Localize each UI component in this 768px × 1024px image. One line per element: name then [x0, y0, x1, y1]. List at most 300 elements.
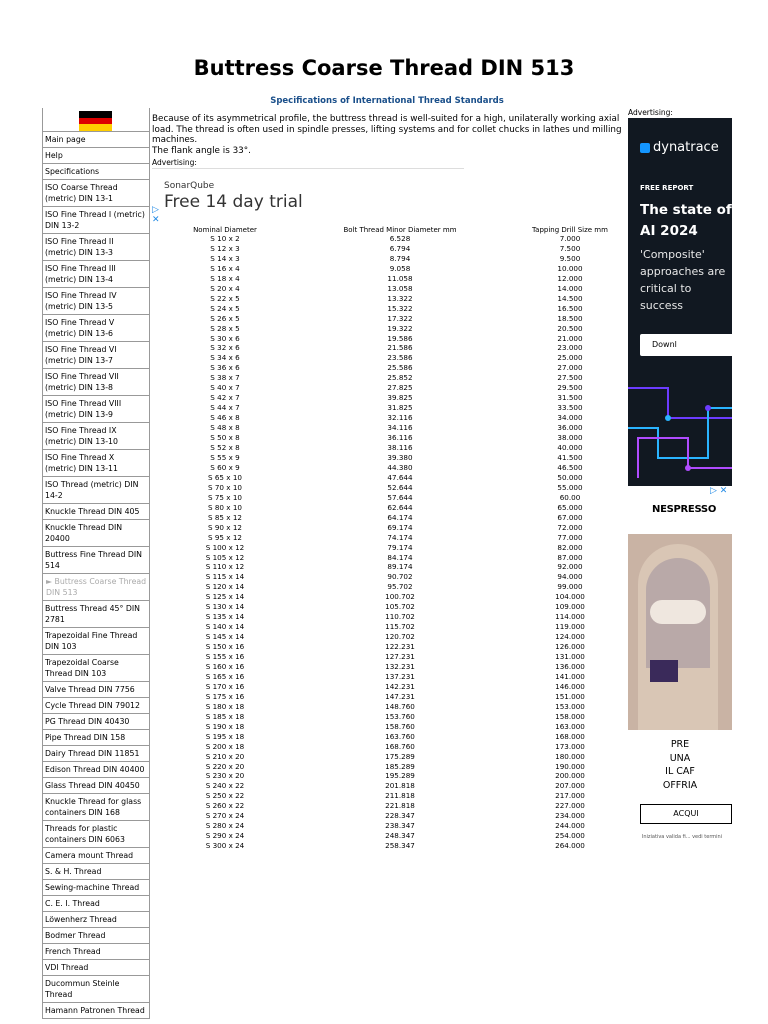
table-row	[160, 682, 630, 692]
table-cell: 84.174	[387, 552, 413, 562]
table-cell: S 230 x 20	[205, 771, 245, 781]
table-cell: 200.000	[555, 771, 585, 781]
page-subtitle[interactable]: Specifications of International Thread Standards	[270, 96, 504, 106]
table-row	[160, 433, 630, 443]
sidebar-item[interactable]: Trapezoidal Coarse Thread DIN 103	[43, 655, 149, 682]
sidebar-item[interactable]: Löwenherz Thread	[43, 912, 149, 928]
table-cell: 40.000	[557, 443, 583, 453]
table-row	[160, 413, 630, 423]
table-header-row	[160, 226, 630, 234]
table-cell: 258.347	[385, 841, 415, 851]
table-cell: S 26 x 5	[210, 313, 240, 323]
sidebar-item[interactable]: Knuckle Thread DIN 20400	[43, 520, 149, 547]
sidebar-item[interactable]: ISO Fine Thread V (metric) DIN 13-6	[43, 315, 149, 342]
table-cell: 47.644	[387, 472, 413, 482]
table-cell: 185.289	[385, 761, 415, 771]
sidebar-item[interactable]: ISO Fine Thread III (metric) DIN 13-4	[43, 261, 149, 288]
table-cell: 67.000	[557, 512, 583, 522]
table-cell: 74.174	[387, 532, 413, 542]
table-cell: 234.000	[555, 811, 585, 821]
table-row	[160, 553, 630, 563]
table-cell: 36.116	[387, 433, 413, 443]
table-cell: 34.116	[387, 423, 413, 433]
table-cell: S 24 x 5	[210, 303, 240, 313]
sidebar-item[interactable]: ISO Fine Thread IV (metric) DIN 13-5	[43, 288, 149, 315]
table-cell: 211.818	[385, 791, 415, 801]
table-row	[160, 762, 630, 772]
table-cell: 100.702	[385, 592, 415, 602]
table-cell: 50.000	[557, 472, 583, 482]
table-cell: 9.500	[559, 253, 581, 263]
table-cell: S 14 x 3	[210, 253, 240, 263]
table-row	[160, 811, 630, 821]
sidebar-item[interactable]: Main page	[43, 132, 149, 148]
table-cell: S 70 x 10	[208, 482, 242, 492]
table-cell: S 40 x 7	[210, 383, 240, 393]
table-cell: S 38 x 7	[210, 373, 240, 383]
table-cell: S 28 x 5	[210, 323, 240, 333]
table-row	[160, 244, 630, 254]
table-cell: 79.174	[387, 542, 413, 552]
table-cell: 38.000	[557, 433, 583, 443]
table-cell: 23.000	[557, 343, 583, 353]
table-cell: S 240 x 22	[205, 781, 245, 791]
table-cell: 41.500	[557, 452, 583, 462]
table-cell: 163.760	[385, 731, 415, 741]
table-row	[160, 702, 630, 712]
sidebar-item[interactable]: ► Buttress Coarse Thread DIN 513	[43, 574, 149, 601]
table-cell: S 22 x 5	[210, 293, 240, 303]
table-cell: S 100 x 12	[205, 542, 245, 552]
sidebar-item[interactable]: Specifications	[43, 164, 149, 180]
table-cell: 126.000	[555, 642, 585, 652]
nespresso-fine-print: Iniziativa valida fi... vedi termini	[641, 834, 723, 840]
table-row	[160, 493, 630, 503]
table-row	[160, 393, 630, 403]
table-cell: 146.000	[555, 681, 585, 691]
table-cell: 227.000	[555, 801, 585, 811]
sidebar-item[interactable]: PG Thread DIN 40430	[43, 714, 149, 730]
dynatrace-ad[interactable]	[628, 118, 732, 486]
table-cell: 11.058	[387, 273, 413, 283]
table-cell: S 60 x 9	[210, 462, 240, 472]
table-cell: 62.644	[387, 502, 413, 512]
table-row	[160, 771, 630, 781]
table-cell: 90.702	[387, 572, 413, 582]
sidebar-item[interactable]: ISO Fine Thread VIII (metric) DIN 13-9	[43, 396, 149, 423]
sidebar-item[interactable]: Glass Thread DIN 40450	[43, 778, 149, 794]
table-cell: 137.231	[385, 671, 415, 681]
sidebar-item[interactable]: S. & H. Thread	[43, 864, 149, 880]
sidebar-item[interactable]: ISO Fine Thread X (metric) DIN 13-11	[43, 450, 149, 477]
intro-text	[152, 114, 622, 156]
table-cell: S 125 x 14	[205, 592, 245, 602]
table-cell: 31.500	[557, 393, 583, 403]
table-cell: 52.644	[387, 482, 413, 492]
dynatrace-body: 'Composite' approaches are critical to success	[640, 248, 726, 312]
table-cell: S 90 x 12	[208, 522, 242, 532]
table-cell: 7.500	[559, 243, 581, 253]
col-nominal-diameter: Nominal Diameter	[193, 226, 257, 234]
table-row	[160, 453, 630, 463]
table-cell: S 65 x 10	[208, 472, 242, 482]
table-cell: 64.174	[387, 512, 413, 522]
advertising-label: Advertising:	[152, 158, 197, 167]
sidebar-item[interactable]: ISO Coarse Thread (metric) DIN 13-1	[43, 180, 149, 207]
table-cell: 109.000	[555, 602, 585, 612]
table-cell: 158.000	[555, 711, 585, 721]
sidebar-item[interactable]: Bodmer Thread	[43, 928, 149, 944]
sidebar-item[interactable]: C. E. I. Thread	[43, 896, 149, 912]
table-cell: S 80 x 10	[208, 502, 242, 512]
table-cell: 27.825	[387, 383, 413, 393]
table-row	[160, 742, 630, 752]
table-cell: 114.000	[555, 612, 585, 622]
adchoices-icon[interactable]: ▷	[152, 205, 159, 215]
table-cell: 180.000	[555, 751, 585, 761]
flag-stripe	[79, 124, 112, 131]
nespresso-ad[interactable]	[628, 498, 732, 840]
close-icon[interactable]: ✕	[152, 215, 160, 225]
table-cell: S 175 x 16	[205, 691, 245, 701]
sidebar-item[interactable]: French Thread	[43, 944, 149, 960]
table-cell: S 195 x 18	[205, 731, 245, 741]
sidebar-item[interactable]: Dairy Thread DIN 11851	[43, 746, 149, 762]
table-cell: 27.500	[557, 373, 583, 383]
table-cell: S 130 x 14	[205, 602, 245, 612]
sidebar-item[interactable]: Trapezoidal Fine Thread DIN 103	[43, 628, 149, 655]
table-cell: 136.000	[555, 661, 585, 671]
table-cell: S 270 x 24	[205, 811, 245, 821]
sonarqube-ad[interactable]	[152, 168, 464, 227]
intro-paragraph: Because of its asymmetrical profile, the buttress thread is well-suited for a high, unilaterally working axial load. The thread is often used in spindle presses, lifting systems and for collet chucks in lathes und milling machines.	[152, 114, 622, 145]
flag-stripe	[79, 118, 112, 125]
sidebar-item[interactable]: Hamann Patronen Thread	[43, 1003, 149, 1019]
table-cell: 131.000	[555, 652, 585, 662]
dynatrace-report-label: FREE REPORT	[640, 184, 694, 192]
table-cell: S 185 x 18	[205, 711, 245, 721]
table-cell: 264.000	[555, 841, 585, 851]
sidebar-nav	[42, 108, 150, 1019]
table-cell: S 200 x 18	[205, 741, 245, 751]
table-cell: S 145 x 14	[205, 632, 245, 642]
table-cell: 168.000	[555, 731, 585, 741]
table-row	[160, 712, 630, 722]
ad-cta[interactable]: Free 14 day trial	[164, 192, 303, 212]
table-cell: S 52 x 8	[210, 443, 240, 453]
dynatrace-headline: The state of AI 2024	[640, 202, 732, 239]
table-row	[160, 353, 630, 363]
table-cell: 254.000	[555, 831, 585, 841]
table-row	[160, 562, 630, 572]
table-row	[160, 443, 630, 453]
table-cell: 39.825	[387, 393, 413, 403]
table-row	[160, 652, 630, 662]
table-cell: 153.760	[385, 711, 415, 721]
table-cell: 27.000	[557, 363, 583, 373]
table-cell: 16.500	[557, 303, 583, 313]
table-row	[160, 483, 630, 493]
table-cell: 148.760	[385, 701, 415, 711]
table-cell: 18.500	[557, 313, 583, 323]
advertising-label-right: Advertising:	[628, 108, 673, 117]
nespresso-text-line: IL CAF	[665, 766, 695, 777]
table-cell: S 44 x 7	[210, 403, 240, 413]
table-row	[160, 821, 630, 831]
table-cell: 82.000	[557, 542, 583, 552]
thread-table	[160, 226, 630, 851]
table-cell: 13.322	[387, 293, 413, 303]
dynatrace-download-button[interactable]: Downl	[640, 334, 744, 356]
table-row	[160, 622, 630, 632]
table-cell: S 250 x 22	[205, 791, 245, 801]
table-cell: S 30 x 6	[210, 333, 240, 343]
table-row	[160, 334, 630, 344]
table-cell: S 18 x 4	[210, 273, 240, 283]
sidebar-item[interactable]: ISO Fine Thread VII (metric) DIN 13-8	[43, 369, 149, 396]
table-cell: S 36 x 6	[210, 363, 240, 373]
table-cell: 168.760	[385, 741, 415, 751]
sidebar-item[interactable]: Buttress Thread 45° DIN 2781	[43, 601, 149, 628]
table-row	[160, 801, 630, 811]
table-cell: 195.289	[385, 771, 415, 781]
table-cell: 132.231	[385, 661, 415, 671]
table-cell: 38.116	[387, 443, 413, 453]
german-flag-icon[interactable]	[79, 111, 112, 131]
nespresso-text-line: PRE	[670, 739, 690, 750]
table-row	[160, 503, 630, 513]
table-row	[160, 672, 630, 682]
table-row	[160, 254, 630, 264]
table-cell: 190.000	[555, 761, 585, 771]
table-cell: S 190 x 18	[205, 721, 245, 731]
table-cell: 228.347	[385, 811, 415, 821]
table-cell: 69.174	[387, 522, 413, 532]
table-cell: 60.00	[559, 492, 581, 502]
table-row	[160, 752, 630, 762]
table-cell: S 10 x 2	[210, 234, 240, 243]
table-row	[160, 632, 630, 642]
table-cell: S 42 x 7	[210, 393, 240, 403]
table-row	[160, 423, 630, 433]
table-cell: 55.000	[557, 482, 583, 492]
table-row	[160, 523, 630, 533]
dynatrace-brand[interactable]	[640, 140, 719, 155]
table-cell: S 48 x 8	[210, 423, 240, 433]
table-row	[160, 324, 630, 334]
table-row	[160, 533, 630, 543]
sidebar-item[interactable]: Pipe Thread DIN 158	[43, 730, 149, 746]
table-cell: 119.000	[555, 622, 585, 632]
table-row	[160, 264, 630, 274]
ad-brand[interactable]: SonarQube	[164, 181, 215, 191]
table-row	[160, 373, 630, 383]
table-cell: S 55 x 9	[210, 452, 240, 462]
table-cell: S 16 x 4	[210, 263, 240, 273]
table-row	[160, 274, 630, 284]
table-row	[160, 781, 630, 791]
table-cell: 72.000	[557, 522, 583, 532]
table-cell: 46.500	[557, 462, 583, 472]
table-cell: 8.794	[389, 253, 411, 263]
table-row	[160, 343, 630, 353]
table-row	[160, 602, 630, 612]
table-cell: S 140 x 14	[205, 622, 245, 632]
table-cell: S 170 x 16	[205, 681, 245, 691]
table-cell: 163.000	[555, 721, 585, 731]
table-cell: 105.702	[385, 602, 415, 612]
table-cell: 142.231	[385, 681, 415, 691]
sidebar-item[interactable]: Valve Thread DIN 7756	[43, 682, 149, 698]
sidebar-item[interactable]: Camera mount Thread	[43, 848, 149, 864]
table-cell: 147.231	[385, 691, 415, 701]
table-row	[160, 304, 630, 314]
table-cell: 25.586	[387, 363, 413, 373]
sidebar-item[interactable]: Help	[43, 148, 149, 164]
table-cell: 23.586	[387, 353, 413, 363]
table-cell: S 75 x 10	[208, 492, 242, 502]
table-row	[160, 234, 630, 244]
sidebar-item[interactable]: Knuckle Thread DIN 405	[43, 504, 149, 520]
flank-angle-text: The flank angle is 33°.	[152, 145, 251, 156]
sidebar-item[interactable]: ISO Fine Thread II (metric) DIN 13-3	[43, 234, 149, 261]
table-cell: 32.116	[387, 413, 413, 423]
table-cell: 10.000	[557, 263, 583, 273]
sidebar-item[interactable]: Ducommun Steinle Thread	[43, 976, 149, 1003]
table-cell: 217.000	[555, 791, 585, 801]
table-cell: 244.000	[555, 821, 585, 831]
table-cell: S 105 x 12	[205, 552, 245, 562]
table-cell: S 34 x 6	[210, 353, 240, 363]
table-cell: 141.000	[555, 671, 585, 681]
table-cell: S 50 x 8	[210, 433, 240, 443]
table-cell: 201.818	[385, 781, 415, 791]
table-cell: 151.000	[555, 691, 585, 701]
table-cell: 92.000	[557, 562, 583, 572]
nespresso-image[interactable]	[628, 534, 732, 730]
table-row	[160, 543, 630, 553]
table-row	[160, 473, 630, 483]
dynatrace-brand-text: dynatrace	[653, 140, 719, 155]
table-cell: S 290 x 24	[205, 831, 245, 841]
flag-box	[43, 108, 149, 132]
table-row	[160, 463, 630, 473]
table-row	[160, 592, 630, 602]
sidebar-item[interactable]: Cycle Thread DIN 79012	[43, 698, 149, 714]
table-row	[160, 732, 630, 742]
table-cell: 33.500	[557, 403, 583, 413]
table-row	[160, 722, 630, 732]
table-cell: S 46 x 8	[210, 413, 240, 423]
table-cell: 19.322	[387, 323, 413, 333]
table-cell: 221.818	[385, 801, 415, 811]
table-cell: 20.500	[557, 323, 583, 333]
sidebar-item[interactable]: Edison Thread DIN 40400	[43, 762, 149, 778]
sidebar-item[interactable]: ISO Fine Thread I (metric) DIN 13-2	[43, 207, 149, 234]
flag-stripe	[79, 111, 112, 118]
table-cell: 120.702	[385, 632, 415, 642]
col-drill-size: Tapping Drill Size mm	[532, 226, 608, 234]
table-row	[160, 612, 630, 622]
table-cell: S 85 x 12	[208, 512, 242, 522]
sidebar-item[interactable]: ISO Fine Thread VI (metric) DIN 13-7	[43, 342, 149, 369]
table-row	[160, 403, 630, 413]
table-cell: 21.586	[387, 343, 413, 353]
table-row	[160, 791, 630, 801]
table-cell: 12.000	[557, 273, 583, 283]
sidebar-item[interactable]: Threads for plastic containers DIN 6063	[43, 821, 149, 848]
table-cell: S 300 x 24	[205, 841, 245, 851]
circuit-lines-graphic	[628, 368, 732, 486]
table-cell: S 12 x 3	[210, 243, 240, 253]
nespresso-text-line: OFFRIA	[662, 779, 698, 791]
table-cell: 238.347	[385, 821, 415, 831]
table-cell: 158.760	[385, 721, 415, 731]
nespresso-text	[628, 738, 732, 792]
table-cell: S 165 x 16	[205, 671, 245, 681]
table-cell: S 155 x 16	[205, 652, 245, 662]
table-row	[160, 831, 630, 841]
table-cell: S 115 x 14	[205, 572, 245, 582]
table-cell: 34.000	[557, 413, 583, 423]
table-cell: 153.000	[555, 701, 585, 711]
table-cell: 65.000	[557, 502, 583, 512]
table-cell: 15.322	[387, 303, 413, 313]
table-cell: 94.000	[557, 572, 583, 582]
table-cell: 7.000	[559, 234, 581, 243]
table-cell: 9.058	[389, 263, 411, 273]
table-cell: 175.289	[385, 751, 415, 761]
col-minor-diameter: Bolt Thread Minor Diameter mm	[343, 226, 457, 234]
nespresso-text-line: UNA	[669, 752, 691, 764]
table-cell: 25.000	[557, 353, 583, 363]
adchoices-icon-right[interactable]: ▷ ✕	[710, 486, 728, 496]
table-cell: 57.644	[387, 492, 413, 502]
table-cell: 19.586	[387, 333, 413, 343]
table-cell: 87.000	[557, 552, 583, 562]
sidebar-item[interactable]: Sewing-machine Thread	[43, 880, 149, 896]
table-row	[160, 692, 630, 702]
table-cell: 6.794	[389, 243, 411, 253]
table-cell: 207.000	[555, 781, 585, 791]
table-cell: 13.058	[387, 283, 413, 293]
table-cell: 95.702	[387, 582, 413, 592]
sidebar-item[interactable]: VDI Thread	[43, 960, 149, 976]
table-cell: 248.347	[385, 831, 415, 841]
table-cell: 31.825	[387, 403, 413, 413]
table-cell: S 120 x 14	[205, 582, 245, 592]
table-cell: 127.231	[385, 652, 415, 662]
table-row	[160, 642, 630, 652]
table-cell: 36.000	[557, 423, 583, 433]
table-cell: S 260 x 22	[205, 801, 245, 811]
table-row	[160, 383, 630, 393]
sidebar-item[interactable]: Knuckle Thread for glass containers DIN 168	[43, 794, 149, 821]
coffee-machine-shape	[650, 660, 678, 682]
sidebar-item[interactable]: Buttress Fine Thread DIN 514	[43, 547, 149, 574]
table-cell: 44.380	[387, 462, 413, 472]
table-cell: 173.000	[555, 741, 585, 751]
table-cell: 122.231	[385, 642, 415, 652]
sidebar-item[interactable]: ISO Thread (metric) DIN 14-2	[43, 477, 149, 504]
table-cell: 14.500	[557, 293, 583, 303]
table-cell: S 180 x 18	[205, 701, 245, 711]
table-cell: S 160 x 16	[205, 661, 245, 671]
nespresso-buy-button[interactable]: ACQUI	[640, 804, 732, 824]
table-row	[160, 314, 630, 324]
table-cell: S 220 x 20	[205, 761, 245, 771]
sidebar-item[interactable]: ISO Fine Thread IX (metric) DIN 13-10	[43, 423, 149, 450]
